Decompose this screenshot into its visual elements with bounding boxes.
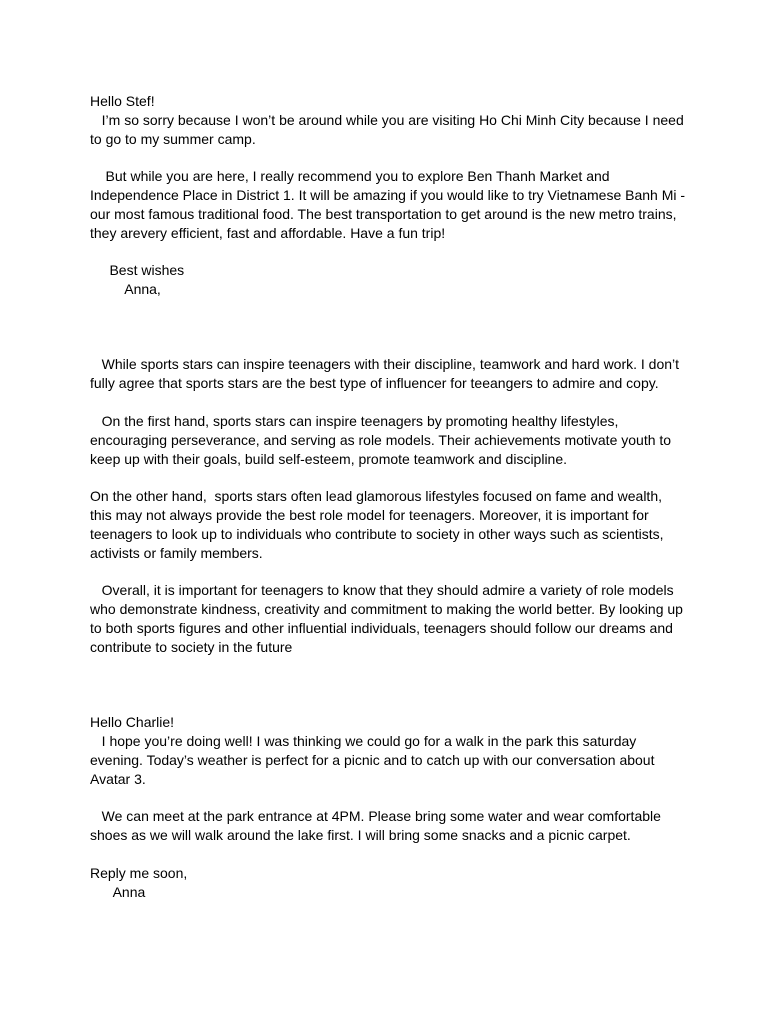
letter2-p1-line1: I hope you’re doing well! I was thinking we could go for a walk in the park this saturday [90, 733, 637, 749]
letter1-p2-line3: our most famous traditional food. The best transportation to get around is the new metro trains, [90, 206, 677, 222]
letter1-p2-line2: Independence Place in District 1. It will be amazing if you would like to try Vietnamese Banh Mi - [90, 187, 686, 203]
essay-p1-line1: While sports stars can inspire teenagers with their discipline, teamwork and hard work. I don’t [90, 356, 680, 372]
essay-p4-line1: Overall, it is important for teenagers to know that they should admire a variety of role models [90, 582, 674, 598]
letter1-p1-line2: to go to my summer camp. [90, 131, 256, 147]
essay-p4-line2: who demonstrate kindness, creativity and commitment to making the world better. By looking up [90, 601, 683, 617]
letter2-p2-line1: We can meet at the park entrance at 4PM. Please bring some water and wear comfortable [90, 808, 661, 824]
essay-p4-line3: to both sports figures and other influential individuals, teenagers should follow our dreams and [90, 620, 673, 636]
letter1-p2-line1: But while you are here, I really recommend you to explore Ben Thanh Market and [90, 168, 610, 184]
essay-p1-line2: fully agree that sports stars are the best type of influencer for teeangers to admire and copy. [90, 375, 659, 391]
letter1-greeting: Hello Stef! [90, 93, 155, 109]
letter2-signature: Anna [90, 884, 146, 900]
letter2-p1-line2: evening. Today’s weather is perfect for a picnic and to catch up with our conversation about [90, 752, 655, 768]
essay-p3-line2: this may not always provide the best role model for teenagers. Moreover, it is important for [90, 507, 649, 523]
letter2-p2-line2: shoes as we will walk around the lake first. I will bring some snacks and a picnic carpet. [90, 827, 631, 843]
essay-p3-line1: On the other hand, sports stars often lead glamorous lifestyles focused on fame and wealth, [90, 488, 662, 504]
essay-p3-line3: teenagers to look up to individuals who contribute to society in other ways such as scientists, [90, 526, 664, 542]
essay-p3-line4: activists or family members. [90, 545, 263, 561]
letter1-p2-line4: they arevery efficient, fast and affordable. Have a fun trip! [90, 225, 446, 241]
essay-p4-line4: contribute to society in the future [90, 639, 293, 655]
letter2-closing: Reply me soon, [90, 865, 188, 881]
letter2-greeting: Hello Charlie! [90, 714, 175, 730]
letter1-closing: Best wishes [90, 262, 185, 278]
essay-p2-line3: keep up with their goals, build self-esteem, promote teamwork and discipline. [90, 451, 568, 467]
essay-p2-line2: encouraging perseverance, and serving as role models. Their achievements motivate youth to [90, 432, 672, 448]
essay-p2-line1: On the first hand, sports stars can inspire teenagers by promoting healthy lifestyles, [90, 413, 619, 429]
letter1-p1-line1: I’m so sorry because I won’t be around while you are visiting Ho Chi Minh City because I need [90, 112, 684, 128]
letter2-p1-line3: Avatar 3. [90, 771, 146, 787]
letter1-signature: Anna, [90, 281, 161, 297]
